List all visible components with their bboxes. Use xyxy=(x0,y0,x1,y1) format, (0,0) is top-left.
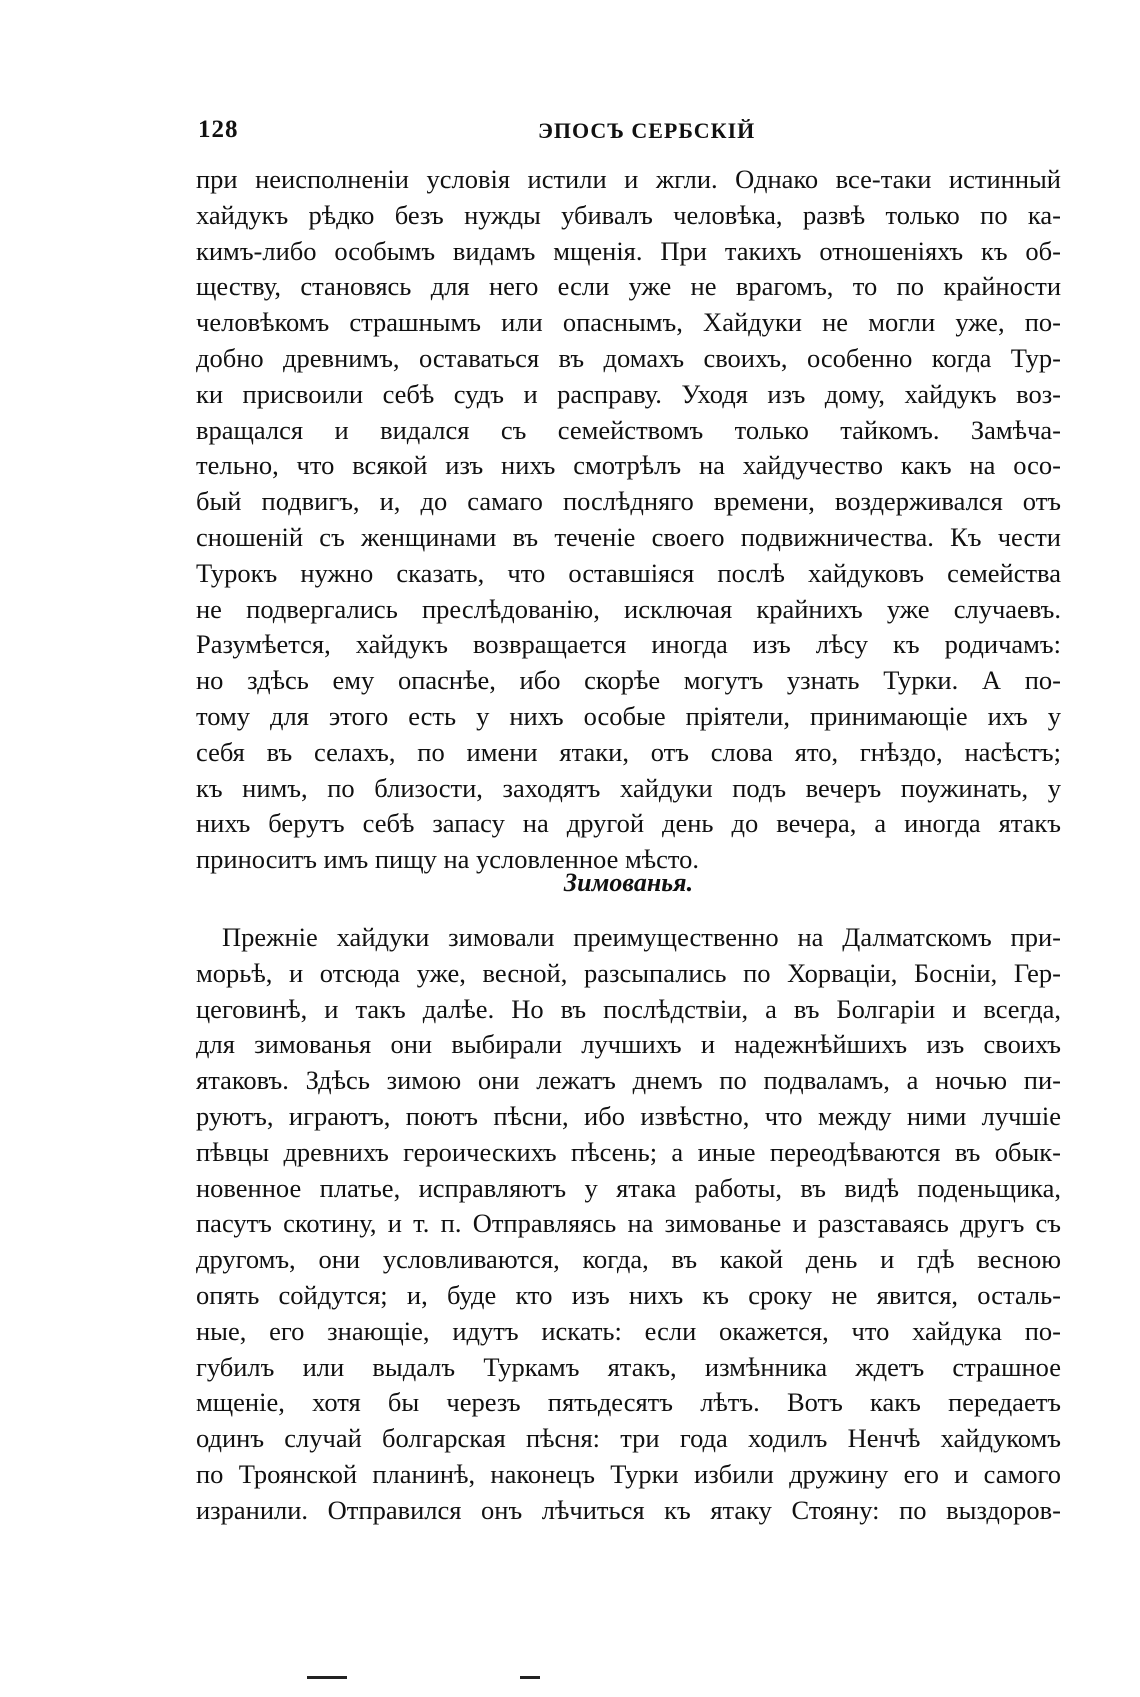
text-line: опять сойдутся; и, буде кто изъ нихъ къ сроку не явится, осталь- xyxy=(196,1279,1061,1310)
text-line: человѣкомъ страшнымъ или опаснымъ, Хайдуки не могли уже, по- xyxy=(196,307,1061,338)
text-line: ществу, становясь для него если уже не врагомъ, то по крайности xyxy=(196,271,1061,302)
scan-artifact-mark xyxy=(307,1676,347,1679)
text-line: Разумѣется, хайдукъ возвращается иногда изъ лѣсу къ родичамъ: xyxy=(196,629,1061,660)
scan-artifact-mark xyxy=(520,1676,540,1679)
text-line: морьѣ, и отсюда уже, весной, разсыпались по Хорваціи, Босніи, Гер- xyxy=(196,957,1061,988)
text-line: Турокъ нужно сказать, что оставшіяся послѣ хайдуковъ семейства xyxy=(196,557,1061,588)
paragraph-1 xyxy=(196,162,1061,878)
text-line: изранили. Отправился онъ лѣчиться къ ятаку Стояну: по выздоров- xyxy=(196,1494,1061,1525)
text-line: тому для этого есть у нихъ особые пріятели, принимающіе ихъ у xyxy=(196,700,1061,731)
text-line: Прежніе хайдуки зимовали преимущественно на Далматскомъ при- xyxy=(222,922,1061,952)
section-heading: Зимованья. xyxy=(563,868,694,897)
text-line: другомъ, они условливаются, когда, въ какой день и гдѣ весною xyxy=(196,1244,1061,1275)
text-line: цеговинѣ, и такъ далѣе. Но въ послѣдствіи, а въ Болгаріи и всегда, xyxy=(196,993,1061,1024)
text-line: по Троянской планинѣ, наконецъ Турки избили дружину его и самого xyxy=(196,1458,1061,1489)
text-line: бый подвигъ, и, до самаго послѣдняго времени, воздерживался отъ xyxy=(196,486,1061,517)
text-line: пасутъ скотину, и т. п. Отправляясь на зимованье и разставаясь другъ съ xyxy=(196,1208,1061,1239)
text-line: ятаковъ. Здѣсь зимою они лежатъ днемъ по подваламъ, а ночью пи- xyxy=(196,1065,1061,1096)
text-line: сношеній съ женщинами въ теченіе своего подвижничества. Къ чести xyxy=(196,521,1061,552)
text-line: вращался и видался съ семействомъ только тайкомъ. Замѣча- xyxy=(196,414,1061,445)
text-line: хайдукъ рѣдко безъ нужды убивалъ человѣка, развѣ только по ка- xyxy=(196,199,1061,230)
page-number: 128 xyxy=(198,116,239,143)
running-title: ЭПОСЪ СЕРБСКІЙ xyxy=(538,118,756,143)
text-line: для зимованья они выбирали лучшихъ и надежнѣйшихъ изъ своихъ xyxy=(196,1029,1061,1060)
text-line: пѣвцы древнихъ героическихъ пѣсень; а иные переодѣваются въ обык- xyxy=(196,1136,1061,1167)
text-line: себя въ селахъ, по имени ятаки, отъ слова ято, гнѣздо, насѣстъ; xyxy=(196,736,1061,767)
paragraph-2 xyxy=(196,920,1061,1529)
text-line: тельно, что всякой изъ нихъ смотрѣлъ на хайдучество какъ на осо- xyxy=(196,450,1061,481)
text-line: ные, его знающіе, идутъ искать: если окажется, что хайдука по- xyxy=(196,1315,1061,1346)
running-head xyxy=(198,116,1058,156)
text-line: кимъ-либо особымъ видамъ мщенія. При такихъ отношеніяхъ къ об- xyxy=(196,235,1061,266)
text-line: къ нимъ, по близости, заходятъ хайдуки подъ вечеръ поужинать, у xyxy=(196,772,1061,803)
text-line: нихъ берутъ себѣ запасу на другой день до вечера, а иногда ятакъ xyxy=(196,808,1061,839)
text-line: губилъ или выдалъ Туркамъ ятакъ, измѣнника ждетъ страшное xyxy=(196,1351,1061,1382)
text-line: новенное платье, исправляютъ у ятака работы, въ видѣ поденьщика, xyxy=(196,1172,1061,1203)
text-line: не подвергались преслѣдованію, исключая крайнихъ уже случаевъ. xyxy=(196,593,1061,624)
text-line: но здѣсь ему опаснѣе, ибо скорѣе могутъ узнать Турки. А по- xyxy=(196,665,1061,696)
text-line: одинъ случай болгарская пѣсня: три года ходилъ Ненчѣ хайдукомъ xyxy=(196,1423,1061,1454)
text-line: при неисполненіи условія истили и жгли. Однако все-таки истинный xyxy=(196,164,1061,194)
text-line: руютъ, играютъ, поютъ пѣсни, ибо извѣстно, что между ними лучшіе xyxy=(196,1100,1061,1131)
text-line: ки присвоили себѣ судъ и расправу. Уходя изъ дому, хайдукъ воз- xyxy=(196,378,1061,409)
text-line: добно древнимъ, оставаться въ домахъ своихъ, особенно когда Тур- xyxy=(196,342,1061,373)
text-line: мщеніе, хотя бы черезъ пятьдесятъ лѣтъ. Вотъ какъ передаетъ xyxy=(196,1387,1061,1418)
text-line: приноситъ имъ пищу на условленное мѣсто. xyxy=(196,844,700,875)
